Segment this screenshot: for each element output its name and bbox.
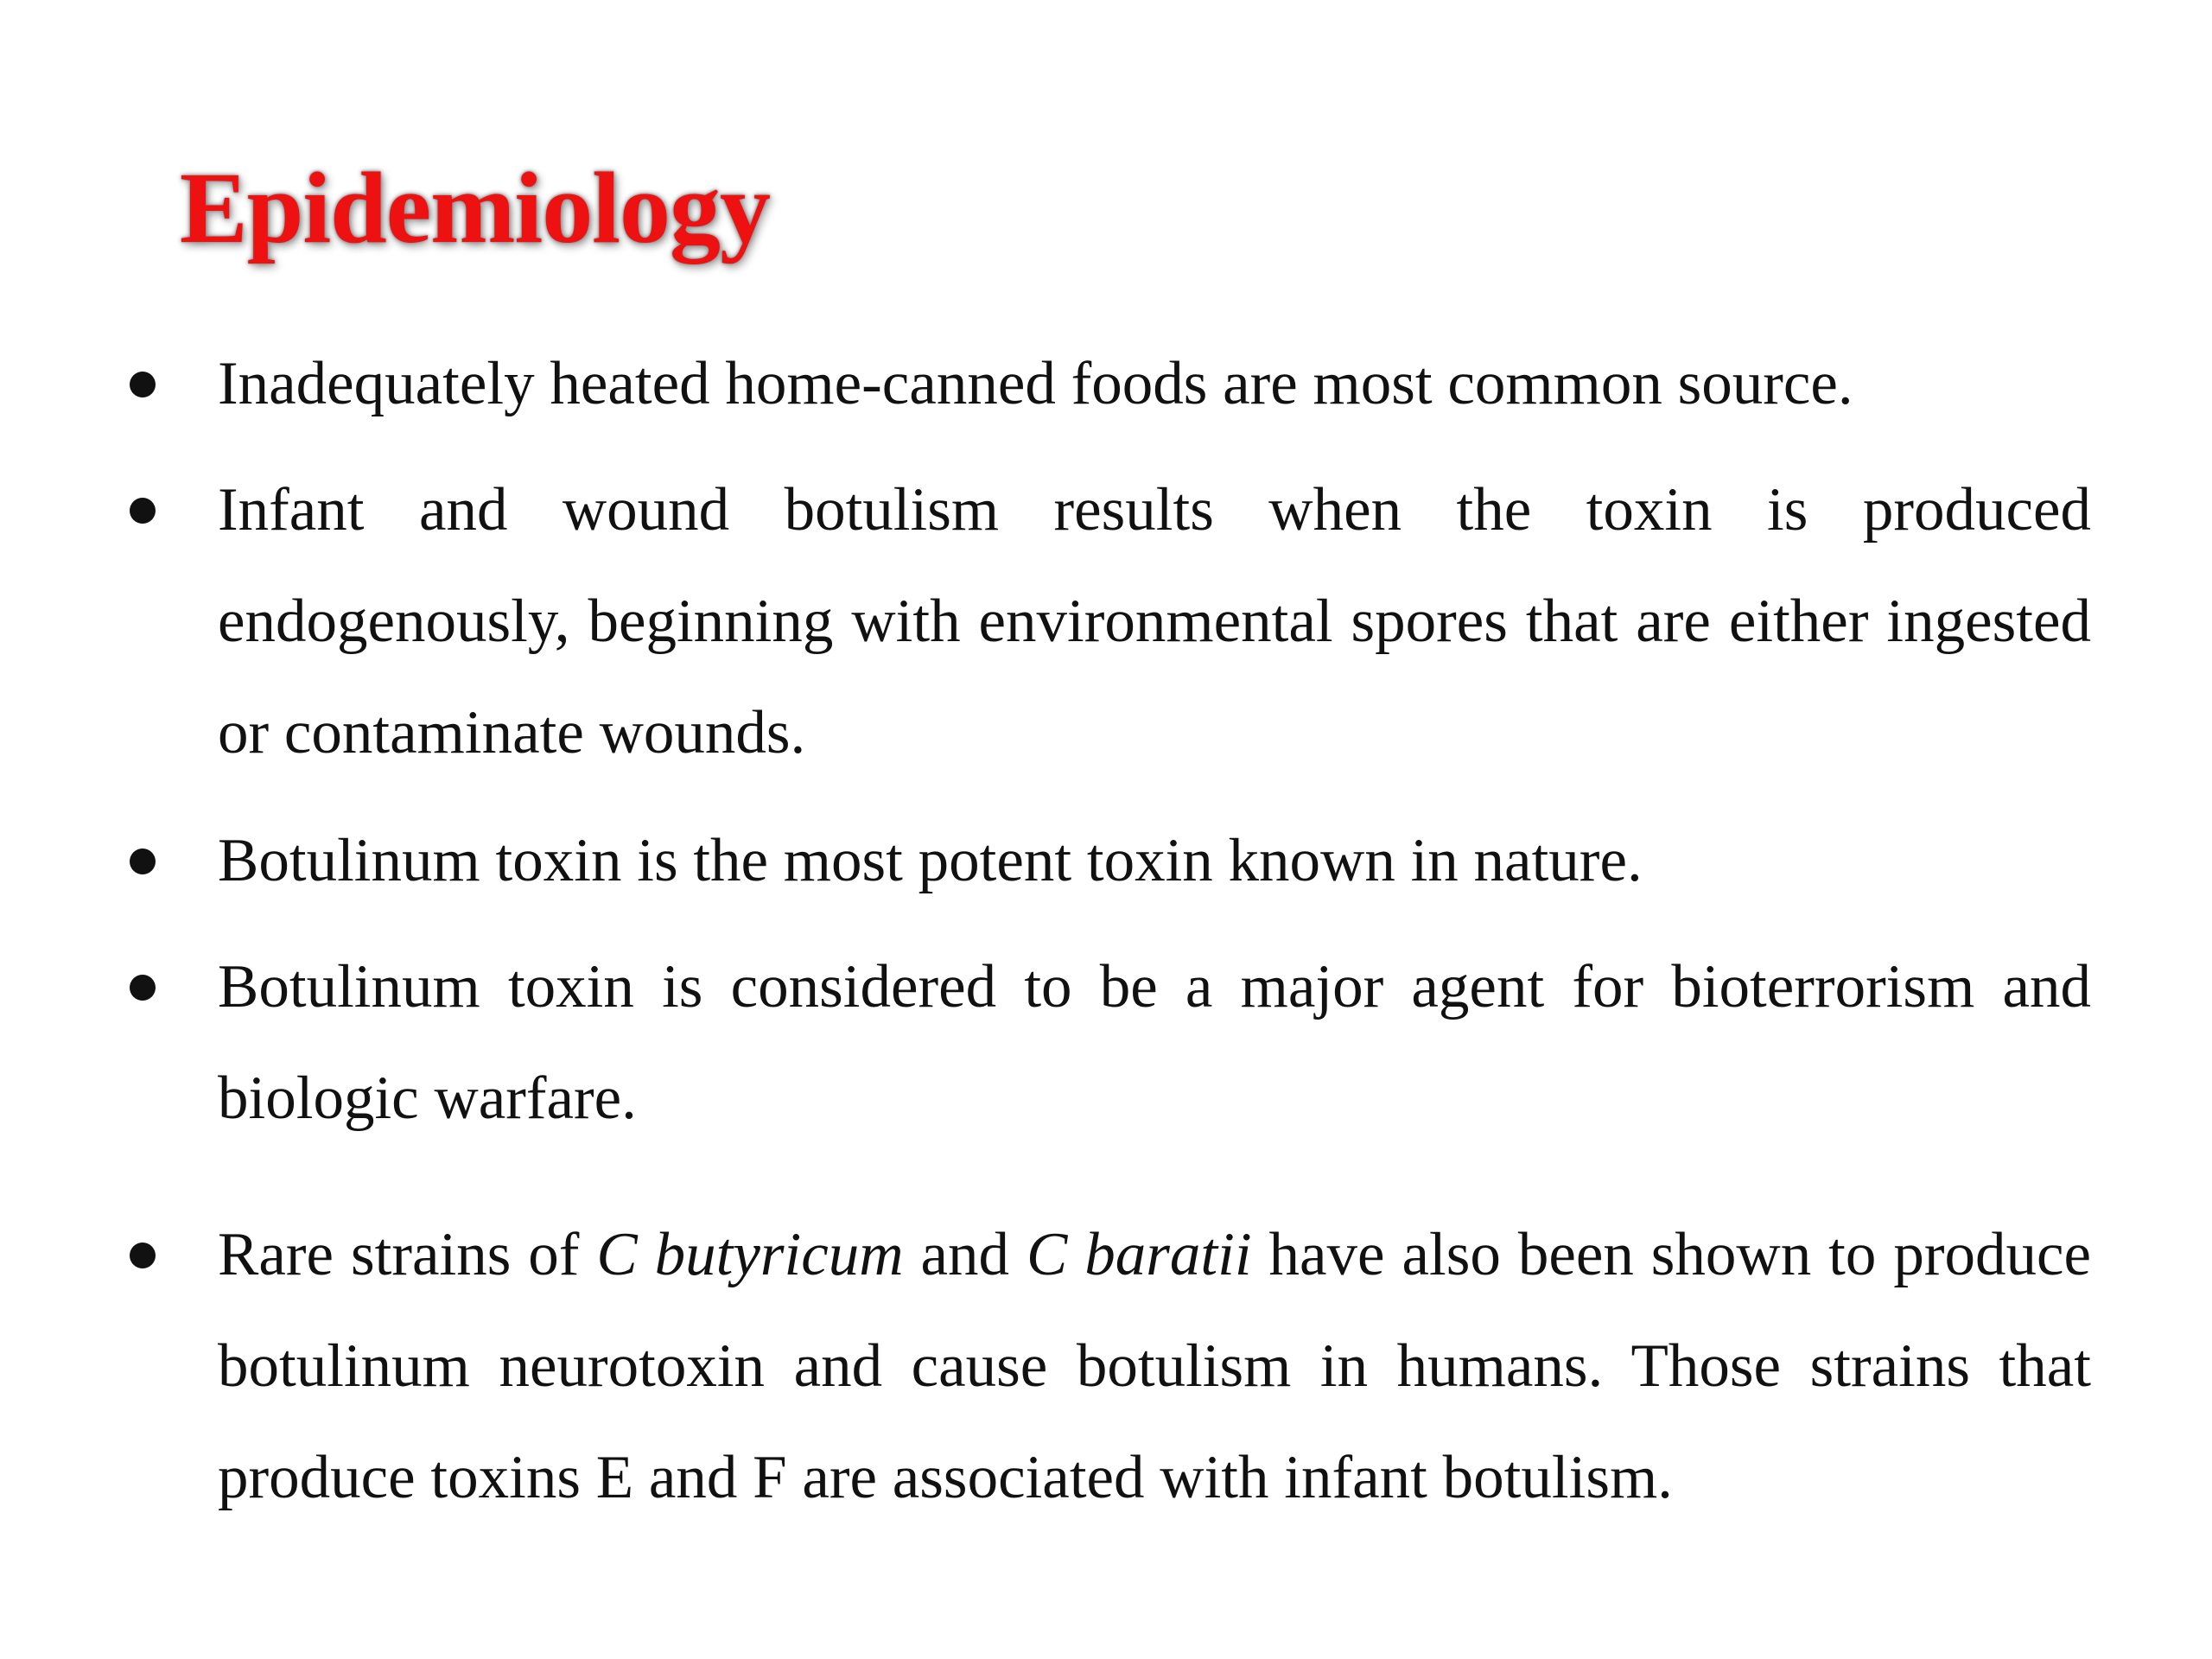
bullet-text: Infant and wound botulism results when the toxin is produced endogenously, beginning with environmental spores that are either ingested or contaminate wounds. [218,476,2091,766]
bullet-text [218,1199,2091,1534]
species-name-italic: C baratii [1026,1221,1252,1288]
species-name-italic: C butyricum [596,1221,904,1288]
bullet-point-icon [130,498,156,524]
slide-title: Epidemiology [180,151,770,264]
bullet-text-segment: Rare strains of [218,1221,597,1288]
bullet-text: Botulinum toxin is considered to be a major agent for bioterrorism and biologic warfare. [218,953,2091,1132]
bullet-point-icon [130,849,156,874]
bullet-text: Botulinum toxin is the most potent toxin known in nature. [218,827,1643,894]
bullet-text-segment: and [903,1221,1027,1288]
bullet-point-icon [130,975,156,1001]
bullet-point-icon [130,372,156,397]
bullet-point-icon [130,1243,156,1268]
bullet-text-segment: have also been shown to produce botulinum neurotoxin and cause botulism in humans. Those strains that produce toxins E and F are associated with infant botulism. [218,1221,2091,1511]
bullet-text: Inadequately heated home-canned foods are most common source. [218,350,1853,417]
